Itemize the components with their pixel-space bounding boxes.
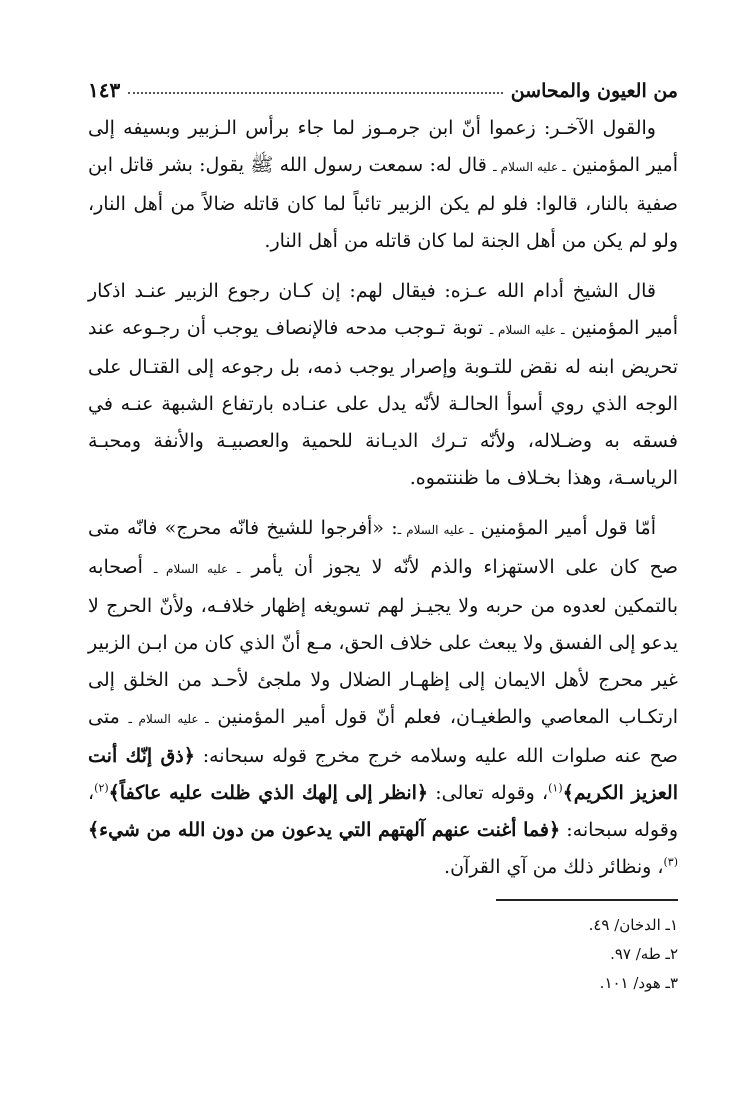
page-number: ١٤٣ xyxy=(88,78,121,102)
paragraph-2 xyxy=(88,273,678,497)
quran-verse: ﴿ذق إنّك أنت العزيز الكريم﴾ xyxy=(88,745,678,804)
text-run: أصحابه بالتمكين لعدوه من حربه ولا يجيـز لهم تسويغه إظهار خلافـه، ولأنّ الحرج لا يدعو إلى الفسق ولا يبعث على خلاف الحق، مـع أنّ الذي كان من ابـن الزبير غير محرج لأهل الايمان إلى إظهـار الضلال ولا ملجئ لأحـد من الخلق إلى ارتكـاب المعاصي والطغيـان، فعلم أنّ قول أمير المؤمنين xyxy=(88,556,678,728)
text-run: ، وقوله سبحانه: xyxy=(88,782,678,841)
text-run: قال الشيخ أدام الله عـزه: فيقال لهم: إن كـان رجوع الزبير عنـد اذكار أمير المؤمنين xyxy=(88,280,678,339)
running-title: من العيون والمحاسن xyxy=(510,80,678,102)
footnote-1: ١ـ الدخان/ ٤٩. xyxy=(588,916,678,934)
text-run: أمّا قول أمير المؤمنين xyxy=(473,517,656,539)
quran-verse: ﴿فما أغنت عنهم آلهتهم التي يدعون من دون الله من شيء﴾ xyxy=(88,819,561,841)
running-header xyxy=(88,62,678,102)
text-run: ، وقوله تعالى: xyxy=(428,782,549,804)
header-dot-leader xyxy=(128,92,502,94)
footnote-ref-1: (١) xyxy=(548,781,563,795)
honorific: ـ عليه السلام ـ xyxy=(153,562,241,576)
text-run: متى صح عنه صلوات الله عليه وسلامه خرج مخرج قوله سبحانه: xyxy=(88,706,679,767)
honorific: ـ عليه السلام ـ xyxy=(489,323,565,337)
footnote-2: ٢ـ طه/ ٩٧. xyxy=(610,945,678,963)
footnote-ref-3: (٣) xyxy=(663,855,678,869)
footnote-3: ٣ـ هود/ ١٠١. xyxy=(599,974,678,992)
body-text xyxy=(88,110,678,886)
honorific: ـ عليه السلام ـ xyxy=(397,523,474,537)
text-run: توبة تـوجب مدحه فالإنصاف يوجب أن رجـوعه عند تحريض ابنه له نقض للتـوبة وإصرار يوجب ذمه، بل رجوعه إلى القتـال على الوجه الذي روي أسوأ الحالـة لأنّه يدل على عنـاده بارتفاع الشبهة عنـه في فسقه به وضـلاله، ولأنّه تـرك الديـانة للحمية والعصبيـة والأنفة ومحبـة الرياسـة، وهذا بخـلاف ما ظننتموه. xyxy=(88,317,678,489)
text-run: ، ونظائر ذلك من آي القرآن. xyxy=(444,856,664,878)
footnotes xyxy=(88,911,678,998)
footnote-ref-2: (٢) xyxy=(94,781,109,795)
text-run: والقول الآخـر: زعموا أنّ ابن جرمـوز لما جاء برأس الـزبير وبسيفه إلى أمير المؤمنين xyxy=(88,117,679,176)
text-run: : «أفرجوا للشيخ فانّه محرج» فانّه متى صح كان على الاستهزاء والذم لأنّه لا يجوز أن يأمر xyxy=(88,517,679,578)
paragraph-3 xyxy=(88,510,678,886)
quran-verse: ﴿انظر إلى إلهك الذي ظلت عليه عاكفاً﴾ xyxy=(108,782,429,804)
paragraph-1 xyxy=(88,110,678,260)
book-page xyxy=(88,62,678,998)
text-run: قال له: سمعت رسول الله ﷺ يقول: بشر قاتل ابن صفية بالنار، قالوا: فلو لم يكن الزبير تائباً لما كان قاتله ضالاً من أهل النار، ولو لم يكن من أهل الجنة لما كان قاتله من أهل النار. xyxy=(88,154,678,252)
honorific: ـ عليه السلام ـ xyxy=(128,712,209,726)
footnote-divider xyxy=(496,899,678,901)
honorific: ـ عليه السلام ـ xyxy=(493,160,566,174)
